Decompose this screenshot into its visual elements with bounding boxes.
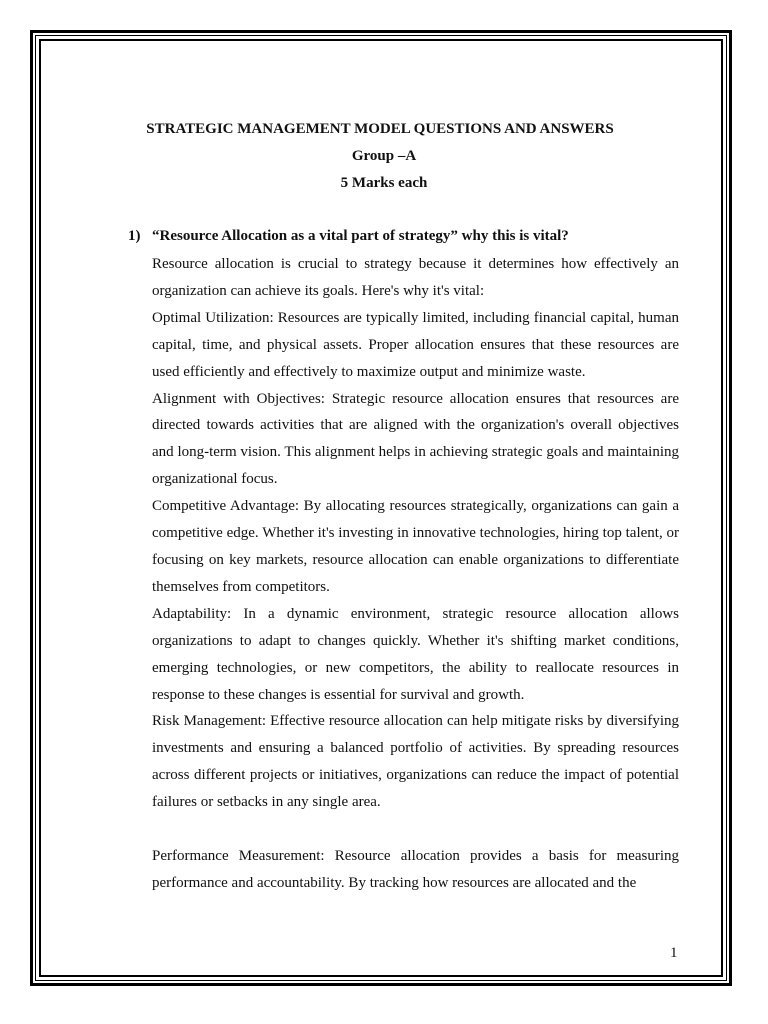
answer-paragraph-intro: Resource allocation is crucial to strategy because it determines how effectively an organization can achieve its goals. Here's why it's vital: — [152, 256, 679, 299]
document-title: STRATEGIC MANAGEMENT MODEL QUESTIONS AND ANSWERS — [146, 121, 614, 137]
answer-paragraph-risk-management: Risk Management: Effective resource allocation can help mitigate risks by diversifying investments and ensuring a balanced portfolio of activities. By spreading resources across different projects or initiatives, organizations can reduce the impact of potential failures or setbacks in any single area. — [152, 713, 679, 811]
group-heading: Group –A — [351, 148, 417, 164]
question-text: “Resource Allocation as a vital part of strategy” why this is vital? — [152, 228, 569, 244]
answer-body — [152, 251, 679, 897]
answer-paragraph-performance-measurement: Performance Measurement: Resource allocation provides a basis for measuring performance and accountability. By tracking how resources are allocated and the — [152, 847, 679, 891]
answer-paragraph-optimal-utilization: Optimal Utilization: Resources are typically limited, including financial capital, human capital, time, and physical assets. Proper allocation ensures that these resources are used efficiently and effectively to maximize output and minimize waste. — [152, 309, 679, 380]
page-number: 1 — [670, 945, 678, 961]
answer-paragraph-alignment: Alignment with Objectives: Strategic resource allocation ensures that resources are directed towards activities that are aligned with the organization's overall objectives and long-term vision. This alignment helps in achieving strategic goals and maintaining organizational focus. — [152, 390, 679, 488]
marks-heading: 5 Marks each — [340, 175, 428, 191]
question-number: 1) — [128, 228, 141, 244]
answer-paragraph-competitive-advantage: Competitive Advantage: By allocating resources strategically, organizations can gain a competitive edge. Whether it's investing in innovative technologies, hiring top talent, or focusing on key markets, resource allocation can enable organizations to differentiate themselves from competitors. — [152, 498, 679, 595]
answer-paragraph-adaptability: Adaptability: In a dynamic environment, strategic resource allocation allows organizations to adapt to changes quickly. Whether it's shifting market conditions, emerging technologies, or new competitors, the ability to reallocate resources in response to these changes is essential for survival and growth. — [152, 605, 679, 703]
